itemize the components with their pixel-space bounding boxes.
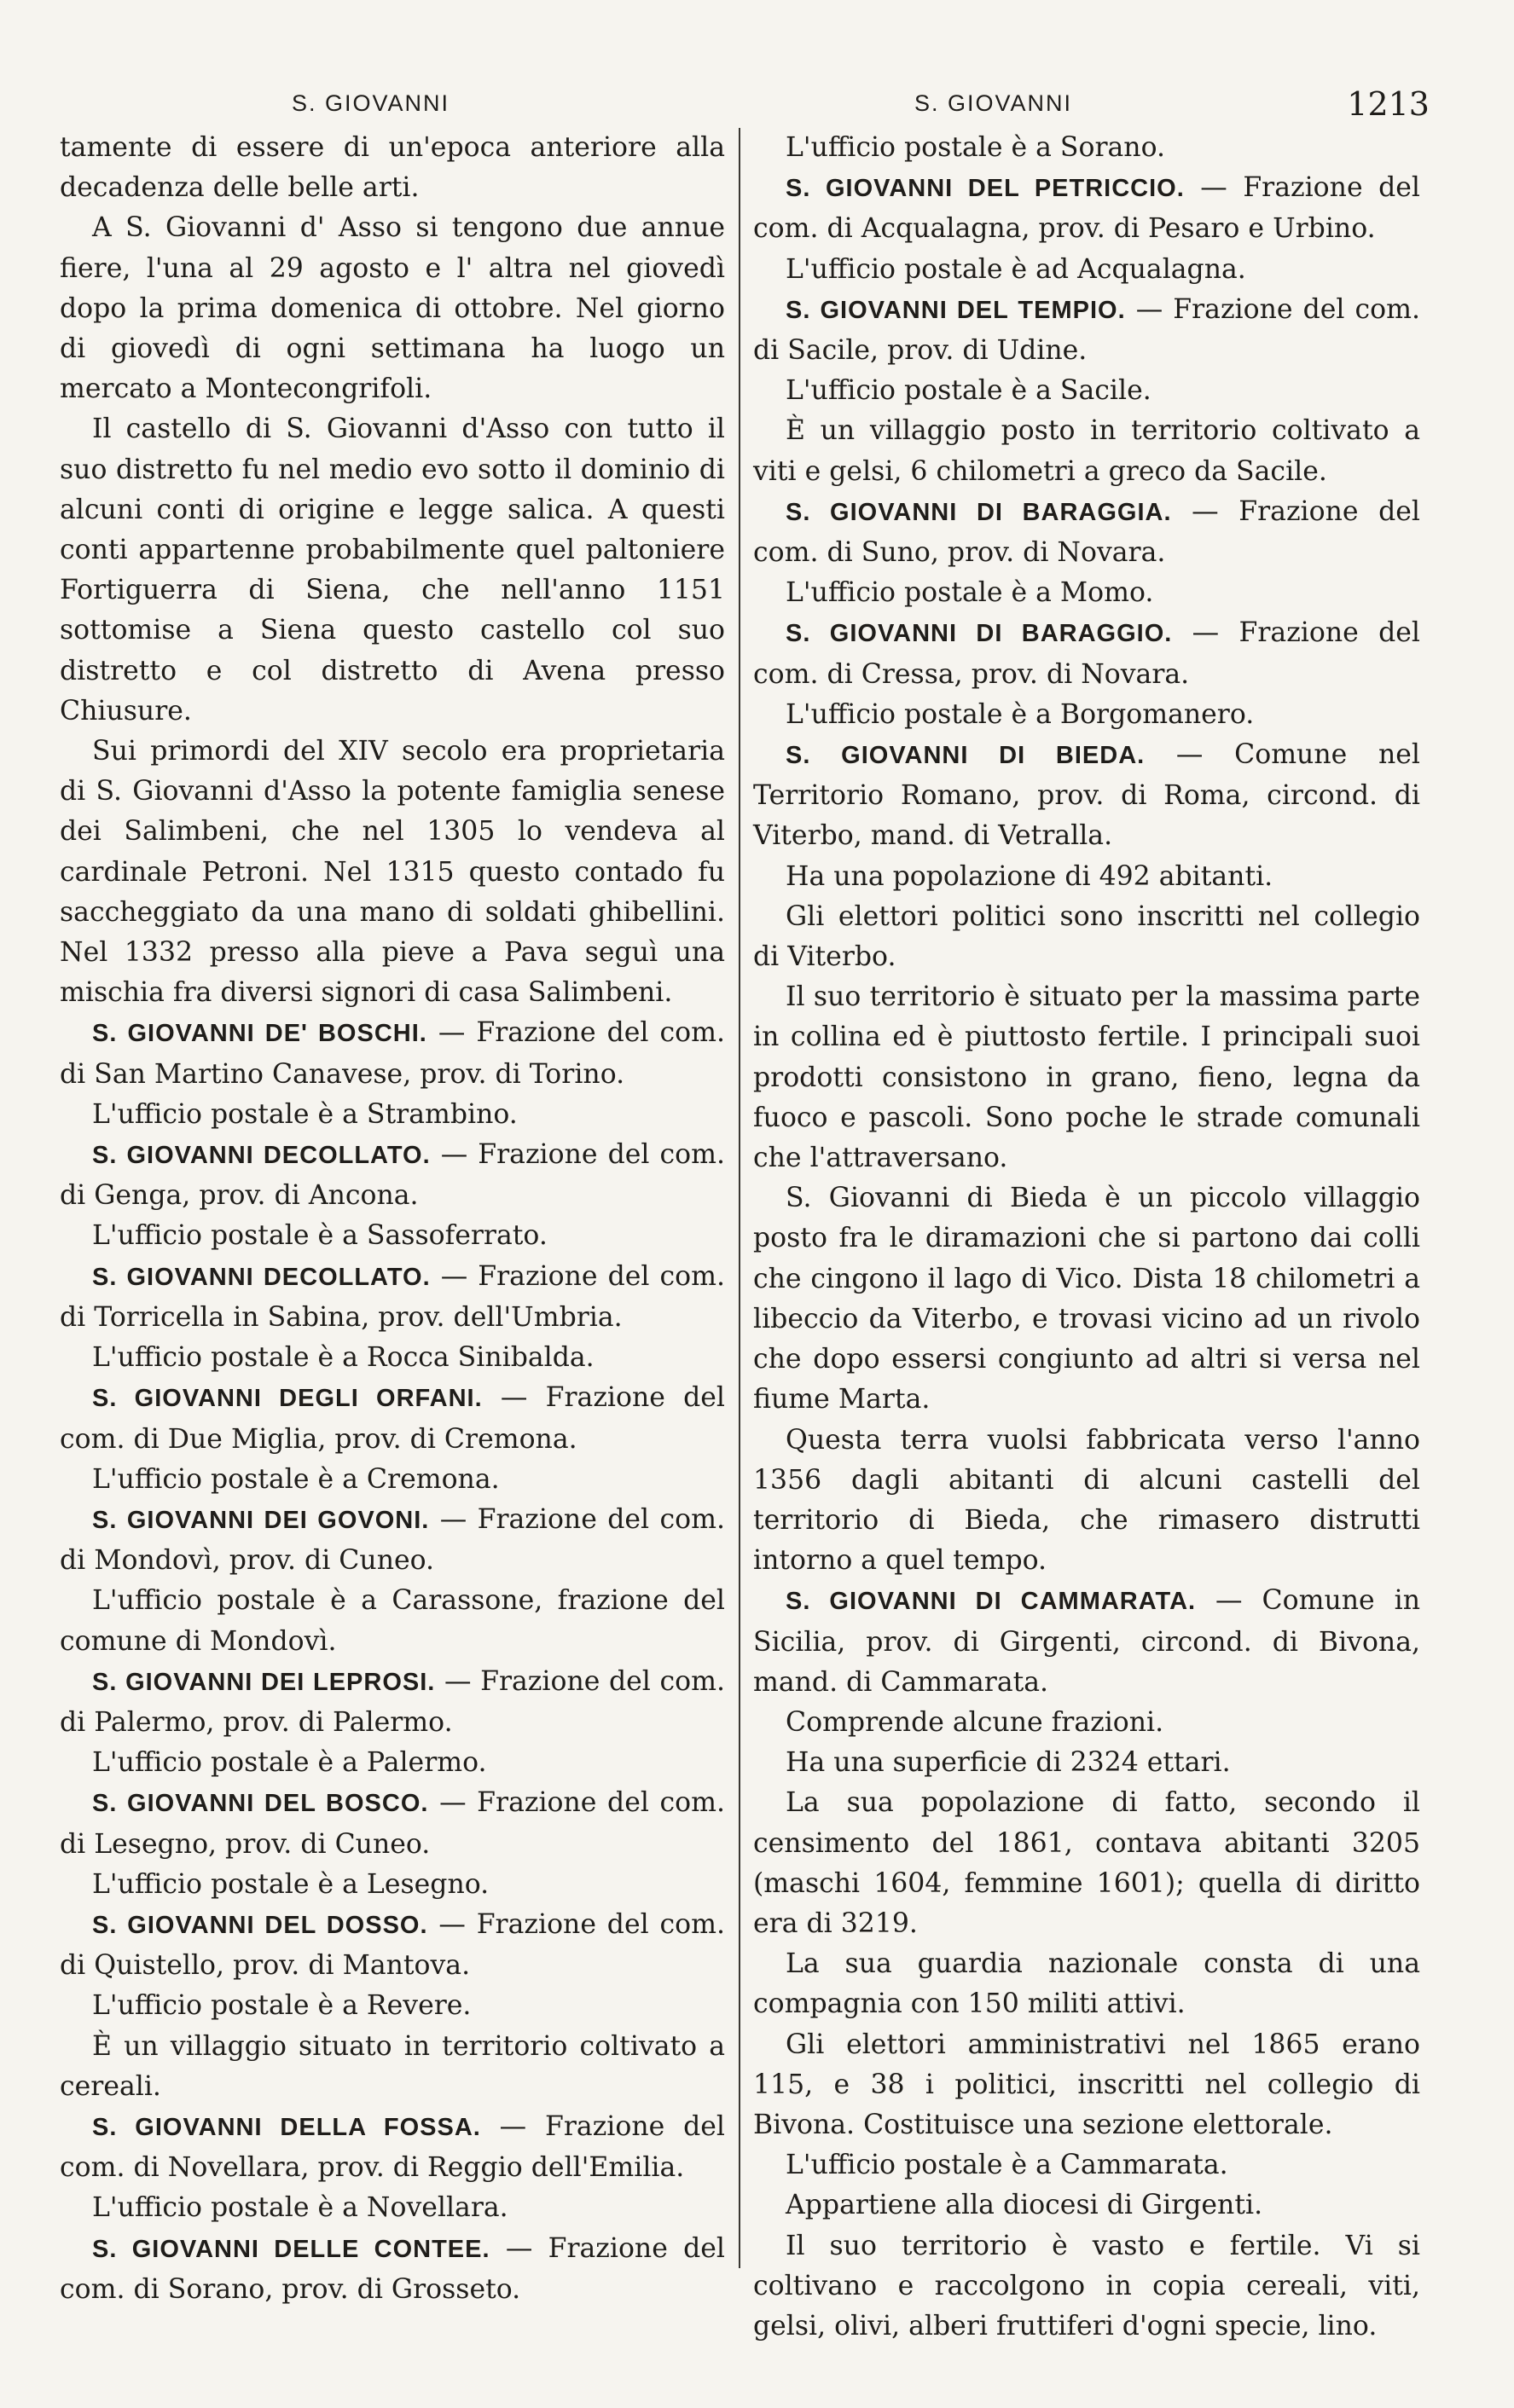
paragraph-text: — Frazione del com. di Suno, prov. di Novara.	[753, 495, 1420, 569]
entry-heading: S. GIOVANNI DEI GOVONI.	[92, 1506, 430, 1534]
paragraph-text: La sua popolazione di fatto, secondo il censimento del 1861, contava abitanti 3205 (maschi 1604, femmine 1601); quella di diritto era di 3219.	[753, 1787, 1420, 1939]
paragraph	[753, 411, 1420, 491]
page-number: 1213	[1347, 85, 1430, 123]
paragraph-text: L'ufficio postale è a Sassoferrato.	[92, 1220, 548, 1252]
paragraph-text: Sui primordi del XIV secolo era proprietaria di S. Giovanni d'Asso la potente famiglia senese dei Salimbeni, che nel 1305 lo vendeva al cardinale Petroni. Nel 1315 questo contado fu saccheggiato da una mano di soldati ghibellini. Nel 1332 presso alla pieve a Pava seguì una mischia fra diversi signori di casa Salimbeni.	[60, 736, 725, 1009]
paragraph	[753, 1783, 1420, 1944]
paragraph	[60, 1095, 725, 1135]
paragraph-text: L'ufficio postale è a Revere.	[92, 1990, 472, 2022]
gazetteer-entry	[60, 1257, 725, 1338]
paragraph	[60, 2027, 725, 2107]
paragraph	[753, 2226, 1420, 2347]
paragraph	[753, 250, 1420, 290]
right-column	[753, 128, 1420, 2347]
paragraph	[753, 695, 1420, 735]
paragraph-text: Appartiene alla diocesi di Girgenti.	[786, 2190, 1263, 2221]
paragraph-text: — Frazione del com. di Lesegno, prov. di Cuneo.	[60, 1787, 725, 1860]
paragraph	[60, 1216, 725, 1256]
entry-heading: S. GIOVANNI DEGLI ORFANI.	[92, 1385, 483, 1413]
paragraph-text: S. Giovanni di Bieda è un piccolo villaggio posto fra le diramazioni che si partono dai colli che cingono il lago di Vico. Dista 18 chilometri a libeccio da Viterbo, e trovasi vicino ad un rivolo che dopo essersi congiunto ad altri si versa nel fiume Marta.	[753, 1183, 1420, 1415]
paragraph	[60, 732, 725, 1013]
paragraph-text: Comprende alcune frazioni.	[786, 1706, 1164, 1738]
entry-heading: S. GIOVANNI DEL DOSSO.	[92, 1911, 428, 1939]
entry-heading: S. GIOVANNI DEL BOSCO.	[92, 1790, 429, 1818]
paragraph	[60, 1986, 725, 2026]
gazetteer-entry	[753, 492, 1420, 573]
paragraph-text: Il suo territorio è vasto e fertile. Vi si coltivano e raccolgono in copia cereali, viti, gelsi, olivi, alberi fruttiferi d'ogni specie, lino.	[753, 2230, 1420, 2341]
entry-heading: S. GIOVANNI DI BARAGGIA.	[786, 498, 1172, 526]
gazetteer-entry	[60, 1013, 725, 1094]
paragraph	[753, 128, 1420, 168]
paragraph-text: Gli elettori amministrativi nel 1865 erano 115, e 38 i politici, inscritti nel collegio di Bivona. Costituisce una sezione elettorale.	[753, 2029, 1420, 2140]
paragraph	[753, 2185, 1420, 2226]
paragraph-text: — Frazione del com. di San Martino Canavese, prov. di Torino.	[60, 1017, 726, 1090]
page-header	[56, 82, 1430, 124]
entry-heading: S. GIOVANNI DEL TEMPIO.	[786, 296, 1126, 324]
paragraph-text: L'ufficio postale è a Borgomanero.	[786, 698, 1255, 730]
paragraph	[60, 1743, 725, 1783]
paragraph-text: — Frazione del com. di Novellara, prov. di Reggio dell'Emilia.	[60, 2110, 725, 2184]
paragraph	[753, 1944, 1420, 2024]
gazetteer-entry	[753, 290, 1420, 371]
paragraph-text: — Comune nel Territorio Romano, prov. di Roma, circond. di Viterbo, mand. di Vetralla.	[753, 739, 1420, 852]
gazetteer-entry	[60, 1500, 725, 1581]
entry-heading: S. GIOVANNI DI BIEDA.	[786, 742, 1146, 770]
paragraph-text: A S. Giovanni d' Asso si tengono due annue fiere, l'una al 29 agosto e l' altra nel giovedì dopo la prima domenica di ottobre. Nel giorno di giovedì di ogni settimana ha luogo un mercato a Montecongrifoli.	[60, 212, 725, 405]
entry-heading: S. GIOVANNI DEL PETRICCIO.	[786, 175, 1185, 203]
paragraph	[753, 1421, 1420, 1582]
gazetteer-entry	[753, 735, 1420, 857]
entry-heading: S. GIOVANNI DELLE CONTEE.	[92, 2235, 490, 2263]
paragraph-text: L'ufficio postale è a Cremona.	[92, 1463, 500, 1495]
paragraph-text: — Frazione del com. di Mondovì, prov. di Cuneo.	[60, 1503, 725, 1577]
gazetteer-entry	[60, 1662, 725, 1743]
paragraph-text: Il suo territorio è situato per la massima parte in collina ed è piuttosto fertile. I principali suoi prodotti consistono in grano, fieno, legna da fuoco e pascoli. Sono poche le strade comunali che l'attraversano.	[753, 981, 1420, 1174]
paragraph	[753, 2145, 1420, 2185]
paragraph-text: — Frazione del com. di Cressa, prov. di Novara.	[753, 617, 1420, 690]
column-divider	[739, 128, 740, 2268]
gazetteer-entry	[60, 2229, 725, 2310]
paragraph-text: — Frazione del com. di Due Miglia, prov. di Cremona.	[60, 1382, 725, 1455]
paragraph-text: Questa terra vuolsi fabbricata verso l'anno 1356 dagli abitanti di alcuni castelli del territorio di Bieda, che rimasero distrutti intorno a quel tempo.	[753, 1424, 1420, 1577]
entry-heading: S. GIOVANNI DE' BOSCHI.	[92, 1020, 427, 1048]
paragraph-text: — Frazione del com. di Genga, prov. di Ancona.	[60, 1139, 725, 1212]
paragraph-text: L'ufficio postale è a Carassone, frazione del comune di Mondovì.	[60, 1585, 725, 1657]
paragraph	[60, 208, 725, 409]
paragraph-text: È un villaggio posto in territorio coltivato a viti e gelsi, 6 chilometri a greco da Sacile.	[753, 415, 1420, 487]
paragraph	[753, 977, 1420, 1178]
gazetteer-entry	[60, 1905, 725, 1986]
gazetteer-entry	[60, 1378, 725, 1459]
paragraph-text: L'ufficio postale è a Strambino.	[92, 1098, 518, 1130]
paragraph-text: L'ufficio postale è a Sacile.	[786, 375, 1151, 407]
paragraph-text: — Frazione del com. di Palermo, prov. di Palermo.	[60, 1665, 725, 1738]
paragraph-text: La sua guardia nazionale consta di una compagnia con 150 militi attivi.	[753, 1948, 1420, 2020]
entry-heading: S. GIOVANNI DI CAMMARATA.	[786, 1588, 1197, 1616]
paragraph-text: Il castello di S. Giovanni d'Asso con tutto il suo distretto fu nel medio evo sotto il dominio di alcuni conti di origine e legge salica. A questi conti appartenne probabilmente quel paltoniere Fortiguerra di Siena, che nell'anno 1151 sottomise a Siena questo castello col suo distretto e col distretto di Avena presso Chiusure.	[60, 414, 725, 726]
paragraph	[60, 128, 725, 208]
paragraph-text: — Comune in Sicilia, prov. di Girgenti, circond. di Bivona, mand. di Cammarata.	[753, 1585, 1420, 1698]
paragraph	[60, 1338, 725, 1378]
left-column	[60, 128, 725, 2310]
paragraph	[753, 1703, 1420, 1743]
gazetteer-entry	[753, 613, 1420, 694]
paragraph	[753, 857, 1420, 897]
paragraph-text: — Frazione del com. di Sorano, prov. di Grosseto.	[60, 2232, 725, 2305]
paragraph-text: L'ufficio postale è a Momo.	[786, 577, 1154, 609]
paragraph	[753, 2025, 1420, 2146]
paragraph	[60, 409, 725, 732]
paragraph-text: L'ufficio postale è a Sorano.	[786, 132, 1166, 163]
paragraph-text: — Frazione del com. di Sacile, prov. di Udine.	[753, 293, 1420, 367]
gazetteer-entry	[753, 168, 1420, 249]
paragraph-text: Ha una superficie di 2324 ettari.	[786, 1747, 1231, 1779]
paragraph-text: Gli elettori politici sono inscritti nel collegio di Viterbo.	[753, 900, 1420, 973]
entry-heading: S. GIOVANNI DELLA FOSSA.	[92, 2113, 481, 2141]
gazetteer-entry	[60, 1783, 725, 1864]
paragraph	[753, 573, 1420, 613]
paragraph-text: L'ufficio postale è ad Acqualagna.	[786, 253, 1246, 285]
paragraph-text: L'ufficio postale è a Palermo.	[92, 1747, 487, 1779]
entry-heading: S. GIOVANNI DECOLLATO.	[92, 1142, 431, 1170]
paragraph	[60, 1581, 725, 1661]
paragraph	[60, 2188, 725, 2228]
paragraph-text: L'ufficio postale è a Lesegno.	[92, 1868, 490, 1900]
entry-heading: S. GIOVANNI DECOLLATO.	[92, 1263, 431, 1291]
entry-heading: S. GIOVANNI DI BARAGGIO.	[786, 620, 1173, 648]
paragraph-text: tamente di essere di un'epoca anteriore alla decadenza delle belle arti.	[60, 132, 725, 204]
paragraph	[753, 1178, 1420, 1420]
paragraph	[60, 1460, 725, 1500]
paragraph	[753, 1743, 1420, 1783]
paragraph	[753, 371, 1420, 411]
paragraph-text: — Frazione del com. di Acqualagna, prov. di Pesaro e Urbino.	[753, 172, 1420, 245]
gazetteer-entry	[753, 1581, 1420, 1703]
entry-heading: S. GIOVANNI DEI LEPROSI.	[92, 1668, 436, 1696]
gazetteer-entry	[60, 1135, 725, 1216]
paragraph-text: È un villaggio situato in territorio coltivato a cereali.	[60, 2030, 725, 2102]
gazetteer-entry	[60, 2107, 725, 2188]
paragraph-text: L'ufficio postale è a Rocca Sinibalda.	[92, 1342, 595, 1374]
paragraph-text: L'ufficio postale è a Novellara.	[92, 2192, 508, 2224]
paragraph-text: Ha una popolazione di 492 abitanti.	[786, 860, 1273, 892]
paragraph-text: — Frazione del com. di Torricella in Sabina, prov. dell'Umbria.	[60, 1260, 725, 1333]
paragraph-text: — Frazione del com. di Quistello, prov. di Mantova.	[60, 1908, 725, 1982]
running-head-right: S. GIOVANNI	[914, 90, 1073, 116]
running-head-left: S. GIOVANNI	[292, 90, 450, 116]
paragraph	[753, 897, 1420, 977]
paragraph	[60, 1865, 725, 1905]
paragraph-text: L'ufficio postale è a Cammarata.	[786, 2150, 1228, 2181]
